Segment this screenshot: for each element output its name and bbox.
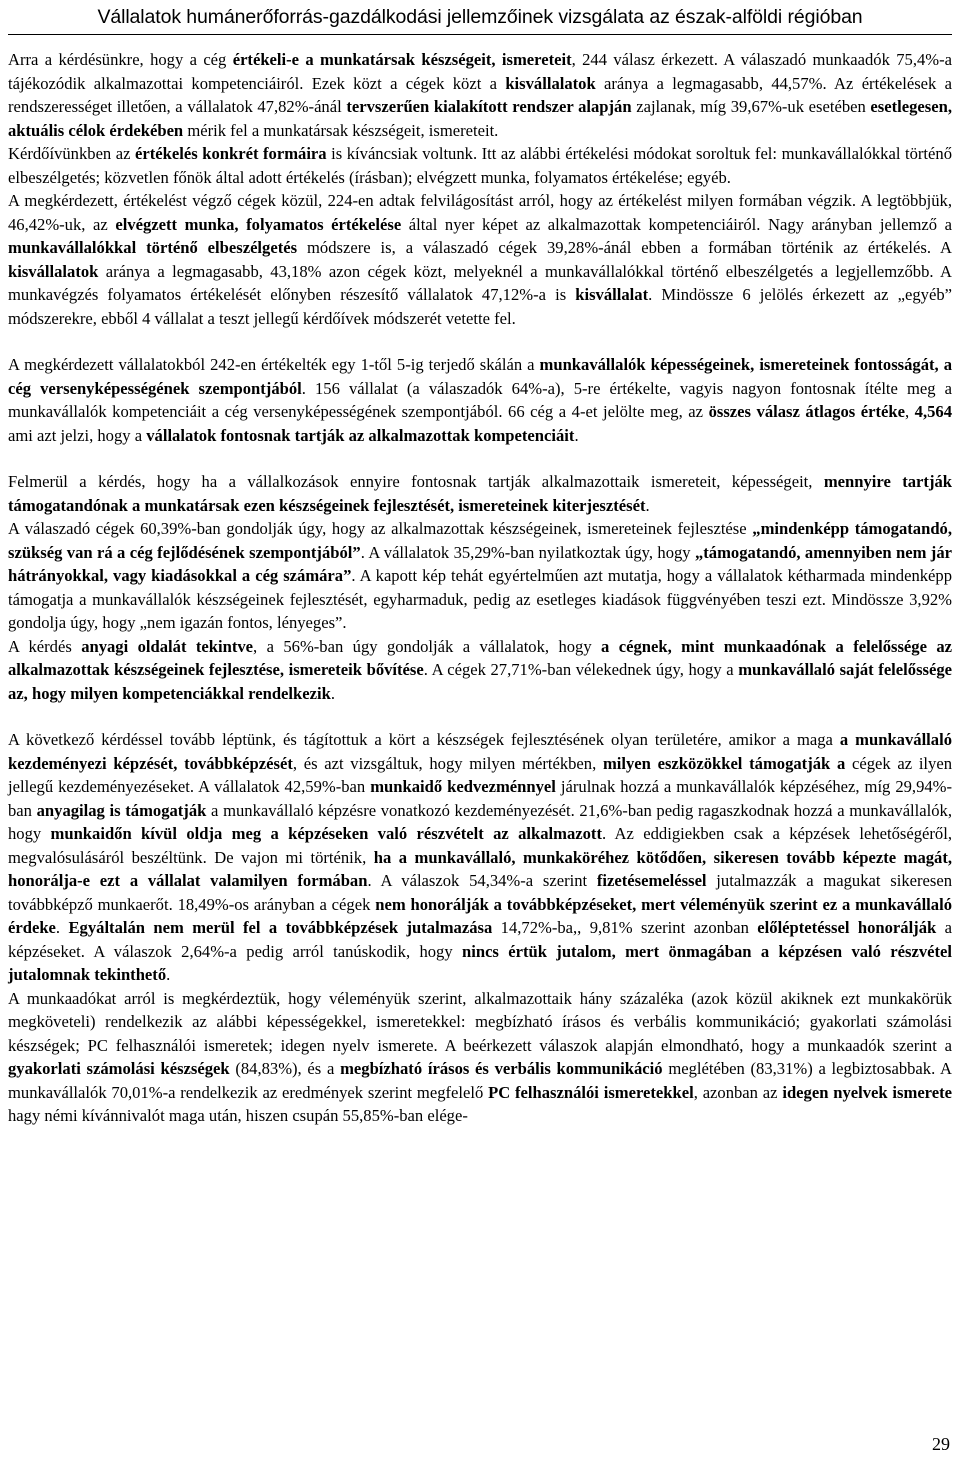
text-run: A válaszadó cégek 60,39%-ban gondolják úgy, hogy az alkalmazottak készségeinek, ismereteinek fejlesztése <box>8 519 753 538</box>
text-run: a képzéseket. A válaszok 2,64%-a pedig arról tanúskodik, hogy <box>8 918 953 961</box>
text-run: hagy némi kívánnivalót maga után, hiszen csupán 55,85%-ban elége- <box>8 1106 468 1125</box>
bold-text: ha a munkavállaló, munkaköréhez kötődően, sikeresen tovább képezte magát, honorálja-e ezt a vállalat valamilyen formában <box>8 847 953 890</box>
text-run: Felmerül a kérdés, hogy ha a vállalkozások ennyire fontosnak tartják alkalmazottaik ismereteit, képességeit, <box>8 472 824 491</box>
paragraph <box>8 142 952 189</box>
paragraph <box>8 728 952 987</box>
text-run: cégek az ilyen jellegű kezdeményezéseket. A vállalatok 42,59%-ban <box>8 753 952 796</box>
text-run: is kíváncsiak voltunk. Itt az alábbi értékelési módokat soroltuk fel: munkavállalókkal történő elbeszélgetés; közvetlen főnök által adott értékelés (írásban); elvégzett munka, folyamatos értékelése; egyéb. <box>8 144 952 187</box>
paragraph <box>8 353 952 447</box>
text-run: (84,83%), és a <box>229 1059 341 1078</box>
bold-text: munkaidőn kívül oldja meg a képzéseken való részvételt az alkalmazott <box>50 824 602 843</box>
text-run: . <box>645 495 650 515</box>
bold-text: „mindenképp támogatandó, szükség van rá a cég fejlődésének szempontjából” <box>8 519 952 562</box>
text-run: . <box>166 965 171 984</box>
text-run: meglétében (83,31%) a legbiztosabbak. A munkavállalók 70,01%-a rendelkezik az eredmények szerint megfelelő <box>8 1059 953 1102</box>
bold-text: megbízható írásos és verbális kommunikáció <box>340 1059 663 1078</box>
bold-text: kisvállalatok <box>8 261 99 281</box>
text-run: A megkérdezett vállalatokból 242-en értékelték egy 1-től 5-ig terjedő skálán a <box>8 355 540 374</box>
paragraph-spacer <box>8 447 952 470</box>
paragraph <box>8 189 952 330</box>
page-number: 29 <box>932 1434 950 1454</box>
paragraph <box>8 517 952 635</box>
text-run: , <box>904 402 915 421</box>
text-run: A következő kérdéssel tovább léptünk, és tágítottuk a kört a készségek fejlesztésének olyan területére, amikor a maga <box>8 730 840 749</box>
text-run: ami azt jelzi, hogy a <box>8 425 147 445</box>
text-run: . Az eddigiekben csak a képzések lehetőségéről, megvalósulásáról beszéltünk. De vajon mi történik, <box>8 824 952 867</box>
text-run: A megkérdezett, értékelést végző cégek közül, 224-en adtak felvilágosítást arról, hogy az értékelést milyen formában végzik. A legtöbbjük, 46,42%-uk, az <box>8 191 952 234</box>
text-run: A munkaadókat arról is megkérdeztük, hogy véleményük szerint, alkalmazottaik hány százaléka (azok közül akiknek ezt munkakörük megköveteli) rendelkezik az alábbi képességekkel, ismeretekkel: megbízható írásos és verbális kommunikáció; gyakorlati számolási készségek; PC felhasználói ismeretek; idegen nyelv ismerete. A beérkezett válaszok alapján elmondható, hogy a munkaadók szerint a <box>8 988 952 1055</box>
paragraph <box>8 635 952 706</box>
bold-text: nem honorálják a továbbképzéseket, mert véleményük szerint ez a munkavállaló érdeke <box>8 894 952 937</box>
body-text <box>8 48 952 1128</box>
text-run: . A válaszok 54,34%-a szerint <box>367 871 597 890</box>
paragraph <box>8 470 952 517</box>
bold-text: értékelés konkrét formáira <box>135 144 327 163</box>
bold-text: fizetésemeléssel <box>596 871 707 890</box>
paragraph-spacer <box>8 705 952 728</box>
text-run: . A cégek 27,71%-ban vélekednek úgy, hogy a <box>423 660 739 679</box>
bold-text: tervszerűen kialakított rendszer alapján <box>346 97 632 116</box>
bold-text: munkaidő kedvezménnyel <box>370 777 556 796</box>
bold-text: milyen eszközökkel támogatják a <box>602 753 846 773</box>
page-header <box>8 2 952 34</box>
bold-text: munkavállaló saját felelőssége az, hogy milyen kompetenciákkal rendelkezik <box>8 660 953 703</box>
text-run: . Mindössze 6 jelölés érkezett az „egyéb” módszerekre, ebből 4 vállalat a teszt jellegű kérdőívek módszerét vetette fel. <box>8 285 952 328</box>
paragraph-spacer <box>8 330 952 353</box>
text-run: zajlanak, míg 39,67%-uk esetében <box>631 97 871 116</box>
text-run: , és azt vizsgáltuk, hogy milyen mértékben, <box>292 753 603 773</box>
bold-text: elvégzett munka, folyamatos értékelése <box>115 214 402 234</box>
paragraph <box>8 987 952 1128</box>
bold-text: mennyire tartják támogatandónak a munkatársak ezen készségeinek fejlesztését, ismereteinek kiterjesztését <box>8 472 952 515</box>
bold-text: értékeli-e a munkatársak készségeit, ismereteit <box>232 50 572 69</box>
text-run: A kérdés <box>8 636 82 656</box>
header-rule <box>8 34 952 35</box>
text-run: által nyer képet az alkalmazottak kompetenciáiról. Nagy arányban jellemző a <box>401 214 952 234</box>
text-run: jutalmazzák a magukat sikeresen továbbképző munkaerőt. 18,49%-os arányban a cégek <box>8 871 952 914</box>
text-run: . <box>330 683 335 703</box>
bold-text: munkavállalókkal történő elbeszélgetés <box>8 238 298 257</box>
text-run: . <box>55 918 69 937</box>
running-title: Vállalatok humánerőforrás-gazdálkodási jellemzőinek vizsgálata az észak-alföldi régióban <box>97 6 863 28</box>
bold-text: munkavállalók képességeinek, ismereteinek fontosságát, a cég versenyképességének szempontjából <box>8 355 952 398</box>
bold-text: anyagi oldalát tekintve <box>81 636 254 656</box>
text-run: módszere is, a válaszadó cégek 39,28%-ánál ebben a formában történik az értékelés. A <box>297 238 953 257</box>
bold-text: esetlegesen, aktuális célok érdekében <box>8 97 952 140</box>
text-run: . A vállalatok 35,29%-ban nyilatkoztak úgy, hogy <box>360 542 695 562</box>
bold-text: gyakorlati számolási készségek <box>8 1059 230 1078</box>
text-run: aránya a legmagasabb, 43,18% azon cégek közt, melyeknél a munkavállalókkal történő elbeszélgetés a legjellemzőbb. A munkavégzés folyamatos értékelését előnyben részesítő vállalatok 47,12%-a is <box>8 261 952 304</box>
text-run: , a 56%-ban úgy gondolják a vállalatok, hogy <box>253 636 602 656</box>
text-run: Kérdőívünkben az <box>8 144 136 163</box>
text-run: mérik fel a munkatársak készségeit, ismereteit. <box>183 120 499 140</box>
text-run: a munkavállaló képzésre vonatkozó kezdeményezését. 21,6%-ban pedig ragaszkodnak hozzá a munkavállalók, hogy <box>8 800 952 843</box>
text-run: járulnak hozzá a munkavállalók képzéséhez, míg 29,94%-ban <box>8 777 953 820</box>
bold-text: kisvállalatok <box>505 73 596 93</box>
bold-text: vállalatok fontosnak tartják az alkalmazottak kompetenciáit <box>146 425 575 445</box>
bold-text: összes válasz átlagos értéke <box>708 402 905 421</box>
bold-text: a munkavállaló kezdeményezi képzését, továbbképzését <box>8 730 952 773</box>
text-run: . <box>574 425 579 445</box>
text-run: 14,72%-ba,, 9,81% szerint azonban <box>492 918 758 937</box>
text-run: , 244 válasz érkezett. A válaszadó munkaadók 75,4%-a tájékozódik alkalmazottai kompetenciáiról. Ezek közt a cégek közt a <box>8 50 952 93</box>
text-run: Arra a kérdésünkre, hogy a cég <box>8 50 233 69</box>
bold-text: anyagilag is támogatják <box>36 800 207 820</box>
bold-text: kisvállalat <box>575 285 649 304</box>
bold-text: Egyáltalán nem merül fel a továbbképzések jutalmazása <box>68 918 493 937</box>
paragraph <box>8 48 952 142</box>
bold-text: 4,564 <box>914 402 953 421</box>
text-run: . 156 vállalat (a válaszadók 64%-a), 5-re értékelte, vagyis nagyon fontosnak ítélte meg a munkavállalók kompetenciáit a cég versenyképességének szempontjából. 66 cég a 4-et jelölte meg, az <box>8 378 953 421</box>
text-run: aránya a legmagasabb, 44,57%. Az értékelések a rendszerességet illetően, a vállalatok 47,82%-ánál <box>8 73 952 116</box>
bold-text: PC felhasználói ismeretekkel <box>488 1082 694 1102</box>
bold-text: idegen nyelvek ismerete <box>782 1082 953 1102</box>
text-run: , azonban az <box>693 1082 783 1102</box>
bold-text: a cégnek, mint munkaadónak a felelőssége az alkalmazottak készségeinek fejlesztése, ismereteik bővítése <box>8 636 952 679</box>
bold-text: nincs értük jutalom, mert önmagában a képzésen való részvétel jutalomnak tekinthető <box>8 941 952 984</box>
bold-text: előléptetéssel honorálják <box>757 918 937 937</box>
bold-text: „támogatandó, amennyiben nem jár hátrányokkal, vagy kiadásokkal a cég számára” <box>8 542 952 585</box>
text-run: . A kapott kép tehát egyértelműen azt mutatja, hogy a vállalatok kétharmada mindenképp támogatja a munkavállalók készségeinek fejlesztését, egyharmaduk, pedig az esetleges kiadások függvényében teszi ezt. Mindössze 3,92% gondolja úgy, hogy „nem igazán fontos, lényeges”. <box>8 566 952 632</box>
